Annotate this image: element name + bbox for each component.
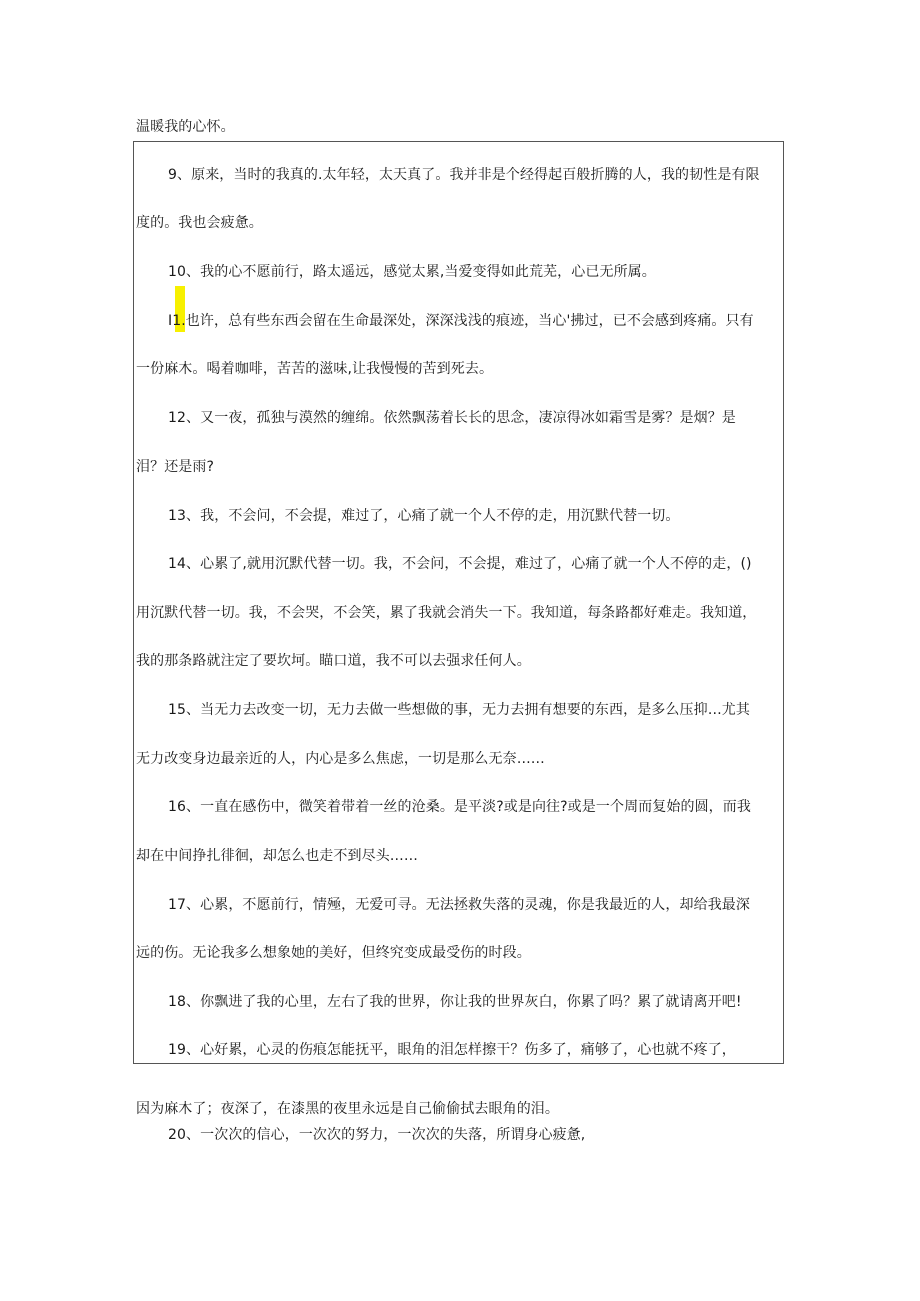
text-line: 无力改变身边最亲近的人，内心是多么焦虑，一切是那么无奈……	[136, 751, 545, 767]
text-line: 用沉默代替一切。我，不会哭，不会笑，累了我就会消失一下。我知道，每条路都好难走。我知道，	[136, 605, 757, 621]
text-line: 我的那条路就注定了要坎坷。瞄口道，我不可以去强求任何人。	[136, 653, 531, 669]
text-line: 9、原来，当时的我真的.太年轻，太天真了。我并非是个经得起百般折腾的人，我的韧性是有限	[168, 167, 760, 183]
text-line: I1.也许，总有些东西会留在生命最深处，深深浅浅的痕迹，当心'拂过，已不会感到疼痛。只有	[168, 313, 754, 329]
text-line: 18、你飘进了我的心里，左右了我的世界，你让我的世界灰白，你累了吗？累了就请离开吧!	[168, 994, 742, 1010]
text-line: 一份麻木。喝着咖啡，苦苦的滋味,让我慢慢的苦到死去。	[136, 361, 494, 377]
text-line: 泪？还是雨?	[136, 459, 215, 475]
text-line-after-box: 因为麻木了；夜深了，在漆黑的夜里永远是自己偷偷拭去眼角的泪。	[136, 1101, 559, 1117]
text-line: 12、又一夜，孤独与漠然的缠绵。依然飘荡着长长的思念，凄凉得冰如霜雪是雾？是烟？是	[168, 410, 736, 426]
text-line: 19、心好累，心灵的伤痕怎能抚平，眼角的泪怎样擦干？伤多了，痛够了，心也就不疼了，	[168, 1042, 736, 1058]
text-line-before-box: 温暖我的心怀。	[136, 119, 235, 135]
text-line: 度的。我也会疲惫。	[136, 215, 263, 231]
text-line: 却在中间挣扎徘徊，却怎么也走不到尽头……	[136, 848, 418, 864]
text-line: 17、心累，不愿前行，情殛，无爱可寻。无法拯救失落的灵魂，你是我最近的人，却给我最深	[168, 897, 751, 913]
text-line: 15、当无力去改变一切，无力去做一些想做的事，无力去拥有想要的东西，是多么压抑…尤其	[168, 702, 751, 718]
text-line: 14、心累了,就用沉默代替一切。我，不会问，不会提，难过了，心痛了就一个人不停的走，()	[168, 556, 752, 572]
text-line: 10、我的心不愿前行，路太遥远，感觉太累,当爱变得如此荒芜，心已无所属。	[168, 264, 656, 280]
text-line-after-box: 20、一次次的信心，一次次的努力，一次次的失落，所谓身心疲惫,	[168, 1127, 586, 1143]
text-line: 远的伤。无论我多么想象她的美好，但终究变成最受伤的时段。	[136, 945, 531, 961]
text-line: 13、我，不会问，不会提，难过了，心痛了就一个人不停的走，用沉默代替一切。	[168, 508, 680, 524]
text-line: 16、一直在感伤中，微笑着带着一丝的沧桑。是平淡?或是向往?或是一个周而复始的圆，而我	[168, 799, 751, 815]
